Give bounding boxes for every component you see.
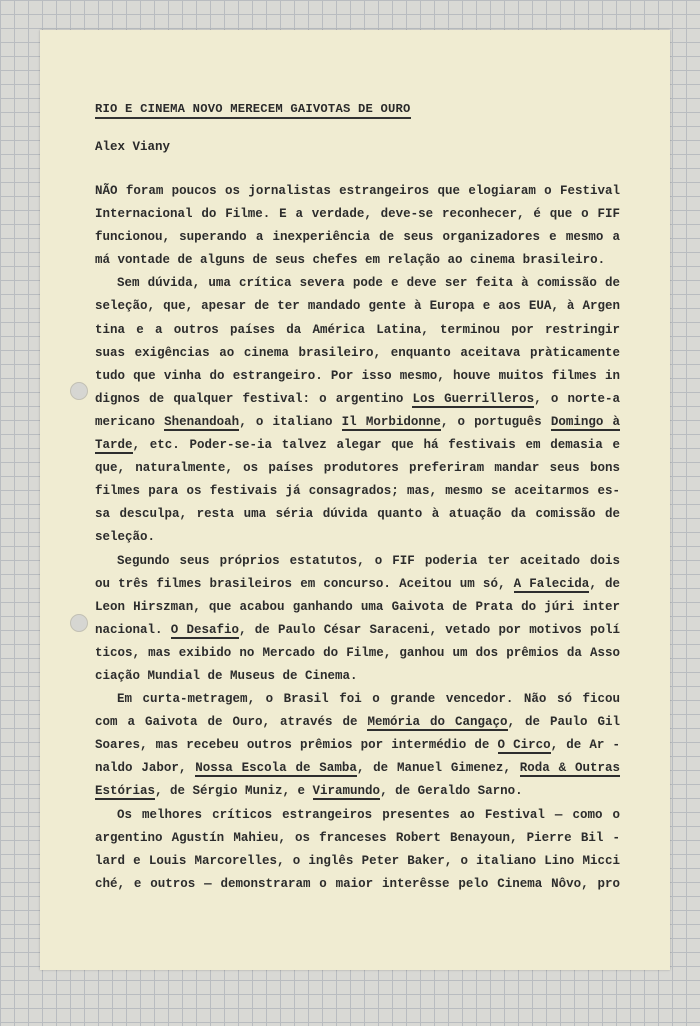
- text-run: Os melhores críticos estrangeiros presentes ao Festival — como o: [117, 807, 620, 822]
- text-run: , etc. Poder-se-ia talvez alegar que há festivais em demasia e: [132, 438, 620, 453]
- underlined-title: Viramundo: [312, 784, 381, 799]
- underlined-title: Memória do Cangaço: [367, 715, 508, 730]
- text-line: [95, 780, 620, 803]
- text-line: [95, 850, 620, 873]
- text-line: [95, 642, 620, 665]
- text-run: , de Paulo Gil: [507, 715, 620, 730]
- text-run: , de Sérgio Muniz, e: [155, 784, 313, 799]
- underlined-title: Il Morbidonne: [341, 414, 441, 429]
- text-run: ciação Mundial de Museus de Cinema.: [95, 668, 358, 683]
- text-run: , de Ar -: [550, 738, 620, 753]
- text-run: seleção, que, apesar de ter mandado gente à Europa e aos EUA, à Argen: [95, 299, 620, 314]
- text-line: [95, 411, 620, 434]
- underlined-title: Los Guerrilleros: [412, 391, 535, 406]
- text-run: , de Manuel Gimenez,: [356, 761, 520, 776]
- text-line: [95, 619, 620, 642]
- text-run: funcionou, superando a inexperiência de seus organizadores e mesmo a: [95, 230, 620, 245]
- text-run: tudo que vinha do estrangeiro. Por isso mesmo, houve muitos filmes in: [95, 368, 620, 383]
- punch-hole: [70, 614, 88, 632]
- text-run: nacional.: [95, 622, 171, 637]
- text-line: [95, 249, 620, 272]
- underlined-title: Tarde: [95, 438, 133, 453]
- text-run: argentino Agustín Mahieu, os franceses Robert Benayoun, Pierre Bil -: [95, 830, 620, 845]
- underlined-title: Estórias: [95, 784, 156, 799]
- text-run: tina e a outros países da América Latina, terminou por restringir: [95, 322, 620, 337]
- text-run: , o norte-a: [534, 391, 620, 406]
- document-title: RIO E CINEMA NOVO MERECEM GAIVOTAS DE OURO: [95, 102, 411, 119]
- text-run: mericano: [95, 414, 165, 429]
- text-line: [95, 319, 620, 342]
- underlined-title: O Circo: [497, 738, 551, 753]
- text-run: naldo Jabor,: [95, 761, 196, 776]
- text-run: dignos de qualquer festival: o argentino: [95, 391, 413, 406]
- text-run: Leon Hirszman, que acabou ganhando uma Gaivota de Prata do júri inter: [95, 599, 620, 614]
- text-line: [95, 503, 620, 526]
- text-run: filmes para os festivais já consagrados; mas, mesmo se aceitarmos es-: [95, 484, 620, 499]
- text-line: [95, 573, 620, 596]
- text-run: , o português: [440, 414, 551, 429]
- text-line: [95, 388, 620, 411]
- text-line: [95, 596, 620, 619]
- underlined-title: Nossa Escola de Samba: [195, 761, 357, 776]
- underlined-title: Domingo à: [550, 414, 620, 429]
- text-run: , o italiano: [239, 414, 342, 429]
- text-line: [95, 457, 620, 480]
- text-line: [95, 804, 620, 827]
- text-line: [95, 526, 620, 549]
- text-run: com a Gaivota de Ouro, através de: [95, 715, 368, 730]
- text-line: [95, 550, 620, 573]
- text-run: sa desculpa, resta uma séria dúvida quanto à atuação da comissão de: [95, 507, 620, 522]
- underlined-title: O Desafio: [170, 622, 240, 637]
- text-run: má vontade de alguns de seus chefes em relação ao cinema brasileiro.: [95, 253, 606, 268]
- text-line: [95, 342, 620, 365]
- text-run: , de: [589, 576, 620, 591]
- text-run: Em curta-metragem, o Brasil foi o grande vencedor. Não só ficou: [117, 692, 620, 707]
- text-line: [95, 711, 620, 734]
- author-name: Alex Viany: [95, 140, 171, 154]
- text-run: ché, e outros — demonstraram o maior interêsse pelo Cinema Nôvo, pro: [95, 876, 620, 891]
- text-line: [95, 688, 620, 711]
- text-run: Sem dúvida, uma crítica severa pode e deve ser feita à comissão de: [117, 276, 620, 291]
- text-line: [95, 873, 620, 896]
- text-run: Segundo seus próprios estatutos, o FIF poderia ter aceitado dois: [117, 553, 620, 568]
- punch-hole: [70, 382, 88, 400]
- document-body: [95, 180, 620, 896]
- text-run: , de Paulo César Saraceni, vetado por motivos polí: [239, 622, 621, 637]
- text-line: [95, 272, 620, 295]
- text-line: [95, 434, 620, 457]
- text-run: , de Geraldo Sarno.: [380, 784, 523, 799]
- text-run: seleção.: [95, 530, 156, 545]
- underlined-title: Roda & Outras: [519, 761, 620, 776]
- text-run: NÃO foram poucos os jornalistas estrangeiros que elogiaram o Festival: [95, 184, 620, 198]
- text-run: ticos, mas exibido no Mercado do Filme, ganhou um dos prêmios da Asso: [95, 645, 620, 660]
- text-line: [95, 734, 620, 757]
- text-line: [95, 827, 620, 850]
- underlined-title: A Falecida: [513, 576, 590, 591]
- text-run: que, naturalmente, os países produtores preferiram mandar seus bons: [95, 461, 620, 476]
- text-line: [95, 295, 620, 318]
- text-line: [95, 665, 620, 688]
- text-run: lard e Louis Marcorelles, o inglês Peter Baker, o italiano Lino Micci: [95, 853, 620, 868]
- text-line: [95, 226, 620, 249]
- text-run: ou três filmes brasileiros em concurso. Aceitou um só,: [95, 576, 514, 591]
- text-line: [95, 757, 620, 780]
- text-line: [95, 203, 620, 226]
- text-line: [95, 365, 620, 388]
- text-run: suas exigências ao cinema brasileiro, enquanto aceitava pràticamente: [95, 345, 620, 360]
- typewritten-page: [40, 30, 670, 970]
- text-line: [95, 480, 620, 503]
- text-run: Soares, mas recebeu outros prêmios por intermédio de: [95, 738, 498, 753]
- text-run: Internacional do Filme. E a verdade, deve-se reconhecer, é que o FIF: [95, 207, 620, 222]
- underlined-title: Shenandoah: [164, 414, 240, 429]
- text-line: [95, 180, 620, 203]
